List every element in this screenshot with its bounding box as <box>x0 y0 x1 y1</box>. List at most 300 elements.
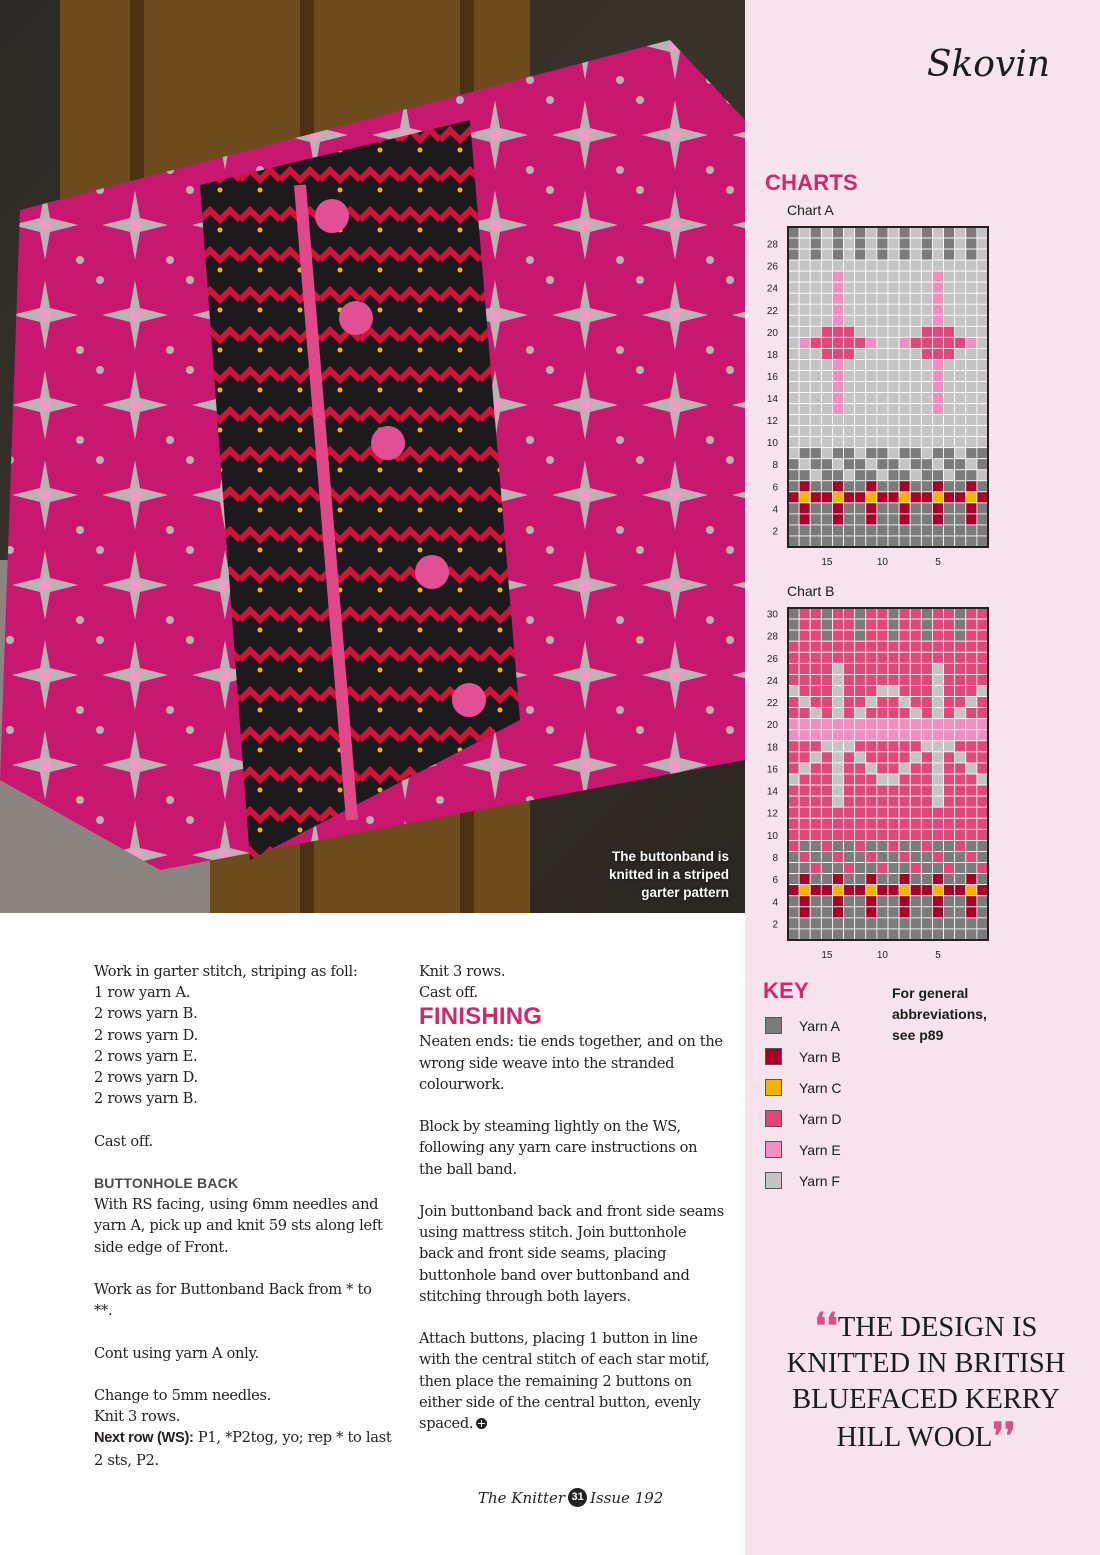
chart-stitch <box>855 774 866 785</box>
end-mark-icon <box>476 1418 487 1429</box>
chart-stitch <box>899 697 910 708</box>
chart-stitch <box>977 907 988 918</box>
chart-stitch <box>844 785 855 796</box>
chart-stitch <box>810 536 821 547</box>
chart-stitch <box>832 326 843 337</box>
chart-stitch <box>955 381 966 392</box>
finishing-paragraph: Neaten ends: tie ends together, and on the wrong side weave into the stranded colourwork. <box>419 1033 723 1093</box>
chart-stitch <box>877 641 888 652</box>
chart-row-label: 14 <box>766 786 778 798</box>
chart-stitch <box>844 641 855 652</box>
chart-stitch <box>866 282 877 293</box>
chart-stitch <box>921 238 932 249</box>
chart-stitch <box>821 840 832 851</box>
chart-stitch <box>832 503 843 514</box>
chart-stitch <box>899 818 910 829</box>
photo-caption: The buttonband is knitted in a striped garter pattern <box>608 849 729 900</box>
chart-stitch <box>899 918 910 929</box>
chart-stitch <box>844 381 855 392</box>
chart-stitch <box>799 863 810 874</box>
chart-stitch <box>955 741 966 752</box>
chart-stitch <box>921 492 932 503</box>
chart-stitch <box>910 315 921 326</box>
chart-stitch <box>788 227 799 238</box>
chart-stitch <box>810 874 821 885</box>
chart-stitch <box>966 752 977 763</box>
open-quote-icon: ❛❛ <box>814 1306 838 1346</box>
chart-row-label: 20 <box>766 327 778 339</box>
chart-stitch <box>799 630 810 641</box>
chart-stitch <box>810 337 821 348</box>
chart-stitch <box>855 840 866 851</box>
chart-stitch <box>910 326 921 337</box>
chart-stitch <box>888 260 899 271</box>
chart-stitch <box>932 807 943 818</box>
chart-stitch <box>821 685 832 696</box>
chart-stitch <box>788 874 799 885</box>
chart-stitch <box>955 437 966 448</box>
chart-stitch <box>832 536 843 547</box>
chart-stitch <box>821 885 832 896</box>
chart-stitch <box>955 470 966 481</box>
chart-stitch <box>799 260 810 271</box>
chart-stitch <box>821 326 832 337</box>
chart-stitch <box>788 304 799 315</box>
chart-stitch <box>866 492 877 503</box>
chart-stitch <box>966 918 977 929</box>
chart-stitch <box>821 918 832 929</box>
chart-stitch <box>944 481 955 492</box>
chart-stitch <box>932 514 943 525</box>
chart-stitch <box>921 719 932 730</box>
buttonhole-paragraph: With RS facing, using 6mm needles and yarn A, pick up and knit 59 sts along left side edge of Front. <box>94 1196 383 1256</box>
chart-stitch <box>921 481 932 492</box>
chart-stitch <box>899 293 910 304</box>
chart-stitch <box>888 741 899 752</box>
chart-stitch <box>866 918 877 929</box>
chart-stitch <box>844 708 855 719</box>
chart-stitch <box>821 863 832 874</box>
chart-stitch <box>877 929 888 940</box>
chart-stitch <box>855 785 866 796</box>
chart-stitch <box>955 907 966 918</box>
chart-stitch <box>932 459 943 470</box>
chart-stitch <box>788 249 799 260</box>
chart-stitch <box>910 304 921 315</box>
chart-stitch <box>921 863 932 874</box>
chart-stitch <box>966 708 977 719</box>
chart-stitch <box>977 896 988 907</box>
chart-stitch <box>932 525 943 536</box>
chart-stitch <box>832 818 843 829</box>
chart-stitch <box>866 393 877 404</box>
chart-stitch <box>888 315 899 326</box>
chart-stitch <box>966 907 977 918</box>
chart-stitch <box>921 304 932 315</box>
chart-stitch <box>932 426 943 437</box>
chart-stitch <box>888 536 899 547</box>
chart-stitch <box>899 337 910 348</box>
chart-stitch <box>877 730 888 741</box>
chart-stitch <box>877 774 888 785</box>
chart-stitch <box>810 851 821 862</box>
magazine-name: The Knitter <box>478 1488 566 1507</box>
chart-stitch <box>832 260 843 271</box>
chart-stitch <box>966 359 977 370</box>
chart-stitch <box>788 260 799 271</box>
chart-stitch <box>799 437 810 448</box>
chart-stitch <box>910 492 921 503</box>
key-list <box>765 1010 842 1196</box>
chart-stitch <box>888 503 899 514</box>
chart-stitch <box>932 851 943 862</box>
chart-stitch <box>977 785 988 796</box>
chart-stitch <box>932 730 943 741</box>
chart-stitch <box>921 641 932 652</box>
chart-stitch <box>932 796 943 807</box>
chart-stitch <box>866 481 877 492</box>
chart-stitch <box>821 663 832 674</box>
chart-stitch <box>866 525 877 536</box>
chart-stitch <box>821 492 832 503</box>
chart-stitch <box>977 874 988 885</box>
cast-off-line: Cast off. <box>94 1132 153 1150</box>
next-row-label: Next row (WS): <box>94 1430 194 1447</box>
chart-stitch <box>944 818 955 829</box>
chart-stitch <box>866 426 877 437</box>
chart-stitch <box>966 227 977 238</box>
chart-stitch <box>877 260 888 271</box>
chart-stitch <box>832 227 843 238</box>
chart-stitch <box>944 929 955 940</box>
chart-stitch <box>977 851 988 862</box>
chart-stitch <box>888 393 899 404</box>
chart-stitch <box>799 249 810 260</box>
chart-stitch <box>788 370 799 381</box>
chart-stitch <box>844 525 855 536</box>
chart-stitch <box>966 874 977 885</box>
chart-stitch <box>810 630 821 641</box>
chart-stitch <box>844 818 855 829</box>
chart-stitch <box>955 730 966 741</box>
chart-stitch <box>877 370 888 381</box>
chart-stitch <box>977 863 988 874</box>
chart-row-label: 4 <box>772 897 778 909</box>
chart-stitch <box>844 730 855 741</box>
chart-stitch <box>944 337 955 348</box>
chart-stitch <box>888 730 899 741</box>
chart-stitch <box>788 608 799 619</box>
chart-stitch <box>810 293 821 304</box>
chart-stitch <box>877 840 888 851</box>
chart-stitch <box>888 619 899 630</box>
chart-stitch <box>921 370 932 381</box>
chart-stitch <box>855 514 866 525</box>
chart-stitch <box>810 796 821 807</box>
chart-stitch <box>932 238 943 249</box>
chart-stitch <box>932 404 943 415</box>
chart-stitch <box>788 448 799 459</box>
chart-stitch <box>821 730 832 741</box>
chart-stitch <box>821 514 832 525</box>
chart-stitch <box>910 907 921 918</box>
chart-stitch <box>955 829 966 840</box>
chart-stitch <box>866 674 877 685</box>
chart-stitch <box>788 641 799 652</box>
chart-stitch <box>844 448 855 459</box>
chart-stitch <box>944 370 955 381</box>
chart-stitch <box>977 315 988 326</box>
chart-stitch <box>932 448 943 459</box>
chart-stitch <box>855 426 866 437</box>
chart-stitch <box>810 437 821 448</box>
chart-stitch <box>944 752 955 763</box>
chart-stitch <box>955 807 966 818</box>
chart-stitch <box>899 282 910 293</box>
chart-stitch <box>921 227 932 238</box>
chart-stitch <box>966 896 977 907</box>
chart-stitch <box>877 238 888 249</box>
chart-stitch <box>888 326 899 337</box>
chart-row-label: 24 <box>766 283 778 295</box>
chart-stitch <box>910 708 921 719</box>
chart-stitch <box>821 437 832 448</box>
chart-stitch <box>855 315 866 326</box>
chart-stitch <box>810 785 821 796</box>
chart-stitch <box>855 470 866 481</box>
chart-stitch <box>921 381 932 392</box>
chart-stitch <box>955 503 966 514</box>
chart-stitch <box>810 697 821 708</box>
chart-stitch <box>844 404 855 415</box>
chart-stitch <box>844 863 855 874</box>
chart-stitch <box>966 929 977 940</box>
chart-stitch <box>899 393 910 404</box>
chart-stitch <box>821 536 832 547</box>
chart-stitch <box>788 404 799 415</box>
chart-stitch <box>899 525 910 536</box>
chart-stitch <box>977 619 988 630</box>
chart-stitch <box>955 818 966 829</box>
chart-stitch <box>910 503 921 514</box>
chart-stitch <box>821 315 832 326</box>
chart-stitch <box>866 641 877 652</box>
chart-stitch <box>832 796 843 807</box>
chart-stitch <box>799 874 810 885</box>
chart-stitch <box>788 918 799 929</box>
chart-stitch <box>877 437 888 448</box>
chart-stitch <box>899 459 910 470</box>
chart-stitch <box>955 249 966 260</box>
chart-stitch <box>855 404 866 415</box>
chart-stitch <box>977 249 988 260</box>
chart-stitch <box>844 896 855 907</box>
chart-stitch <box>844 763 855 774</box>
chart-row-label: 22 <box>766 698 778 710</box>
chart-stitch <box>977 326 988 337</box>
chart-stitch <box>832 697 843 708</box>
chart-row-label: 18 <box>766 349 778 361</box>
chart-stitch <box>888 652 899 663</box>
chart-stitch <box>832 851 843 862</box>
chart-stitch <box>866 818 877 829</box>
chart-stitch <box>788 238 799 249</box>
chart-stitch <box>955 271 966 282</box>
chart-stitch <box>866 249 877 260</box>
chart-stitch <box>810 652 821 663</box>
chart-stitch <box>955 763 966 774</box>
chart-stitch <box>810 260 821 271</box>
key-item-yarn-a: Yarn A <box>765 1010 842 1041</box>
chart-stitch <box>877 785 888 796</box>
chart-stitch <box>877 492 888 503</box>
chart-stitch <box>877 470 888 481</box>
chart-stitch <box>899 437 910 448</box>
chart-stitch <box>955 641 966 652</box>
chart-stitch <box>910 752 921 763</box>
chart-stitch <box>899 470 910 481</box>
chart-stitch <box>866 885 877 896</box>
chart-stitch <box>866 271 877 282</box>
chart-stitch <box>944 348 955 359</box>
chart-stitch <box>955 619 966 630</box>
chart-stitch <box>888 719 899 730</box>
chart-stitch <box>977 393 988 404</box>
chart-stitch <box>832 315 843 326</box>
chart-row-label: 2 <box>772 526 778 538</box>
chart-stitch <box>832 481 843 492</box>
chart-stitch <box>977 415 988 426</box>
swatch-yarn-b <box>765 1048 782 1065</box>
chart-stitch <box>799 470 810 481</box>
chart-stitch <box>877 293 888 304</box>
chart-stitch <box>788 752 799 763</box>
chart-stitch <box>832 415 843 426</box>
chart-stitch <box>932 641 943 652</box>
chart-stitch <box>821 481 832 492</box>
chart-stitch <box>899 619 910 630</box>
chart-stitch <box>821 525 832 536</box>
chart-stitch <box>810 326 821 337</box>
chart-stitch <box>977 818 988 829</box>
chart-stitch <box>855 863 866 874</box>
chart-stitch <box>821 641 832 652</box>
chart-stitch <box>944 885 955 896</box>
chart-stitch <box>832 840 843 851</box>
chart-stitch <box>944 448 955 459</box>
chart-stitch <box>877 404 888 415</box>
chart-stitch <box>966 514 977 525</box>
chart-stitch <box>832 907 843 918</box>
chart-stitch <box>844 652 855 663</box>
chart-stitch <box>955 304 966 315</box>
chart-stitch <box>955 238 966 249</box>
chart-stitch <box>866 470 877 481</box>
chart-stitch <box>866 796 877 807</box>
chart-stitch <box>944 492 955 503</box>
chart-stitch <box>855 326 866 337</box>
chart-stitch <box>821 652 832 663</box>
chart-stitch <box>810 415 821 426</box>
chart-stitch <box>877 459 888 470</box>
key-item-yarn-c: Yarn C <box>765 1072 842 1103</box>
chart-stitch <box>932 326 943 337</box>
chart-stitch <box>877 359 888 370</box>
chart-stitch <box>877 863 888 874</box>
chart-stitch <box>821 818 832 829</box>
chart-stitch <box>799 227 810 238</box>
chart-stitch <box>977 481 988 492</box>
chart-stitch <box>910 674 921 685</box>
chart-stitch <box>932 863 943 874</box>
chart-a <box>745 220 1100 580</box>
chart-stitch <box>888 752 899 763</box>
chart-stitch <box>810 730 821 741</box>
chart-stitch <box>899 359 910 370</box>
chart-stitch <box>844 807 855 818</box>
chart-stitch <box>788 807 799 818</box>
chart-stitch <box>855 896 866 907</box>
chart-stitch <box>844 459 855 470</box>
chart-stitch <box>799 448 810 459</box>
chart-stitch <box>921 619 932 630</box>
chart-stitch <box>799 929 810 940</box>
chart-stitch <box>877 608 888 619</box>
chart-stitch <box>921 536 932 547</box>
chart-stitch <box>888 404 899 415</box>
chart-stitch <box>888 818 899 829</box>
chart-stitch <box>921 415 932 426</box>
chart-stitch <box>921 763 932 774</box>
chart-stitch <box>977 282 988 293</box>
chart-stitch <box>899 448 910 459</box>
chart-row-label: 8 <box>772 853 778 864</box>
chart-stitch <box>844 370 855 381</box>
chart-stitch <box>910 829 921 840</box>
chart-stitch <box>810 393 821 404</box>
chart-stitch <box>899 929 910 940</box>
chart-stitch <box>855 238 866 249</box>
chart-stitch <box>799 807 810 818</box>
chart-stitch <box>966 404 977 415</box>
chart-stitch <box>799 381 810 392</box>
chart-stitch <box>944 708 955 719</box>
chart-stitch <box>932 619 943 630</box>
pattern-title: Skovin <box>926 44 1050 85</box>
chart-stitch <box>788 514 799 525</box>
chart-stitch <box>944 293 955 304</box>
chart-stitch <box>888 785 899 796</box>
chart-stitch <box>810 271 821 282</box>
chart-stitch <box>866 929 877 940</box>
chart-stitch <box>966 282 977 293</box>
chart-stitch <box>832 763 843 774</box>
chart-stitch <box>955 785 966 796</box>
chart-stitch <box>966 393 977 404</box>
chart-stitch <box>844 697 855 708</box>
chart-row-label: 18 <box>766 742 778 754</box>
chart-stitch <box>844 918 855 929</box>
chart-stitch <box>866 774 877 785</box>
chart-stitch <box>944 426 955 437</box>
chart-stitch <box>866 652 877 663</box>
chart-stitch <box>821 304 832 315</box>
chart-stitch <box>944 282 955 293</box>
chart-stitch <box>866 741 877 752</box>
chart-stitch <box>921 874 932 885</box>
chart-stitch <box>855 525 866 536</box>
chart-stitch <box>799 293 810 304</box>
